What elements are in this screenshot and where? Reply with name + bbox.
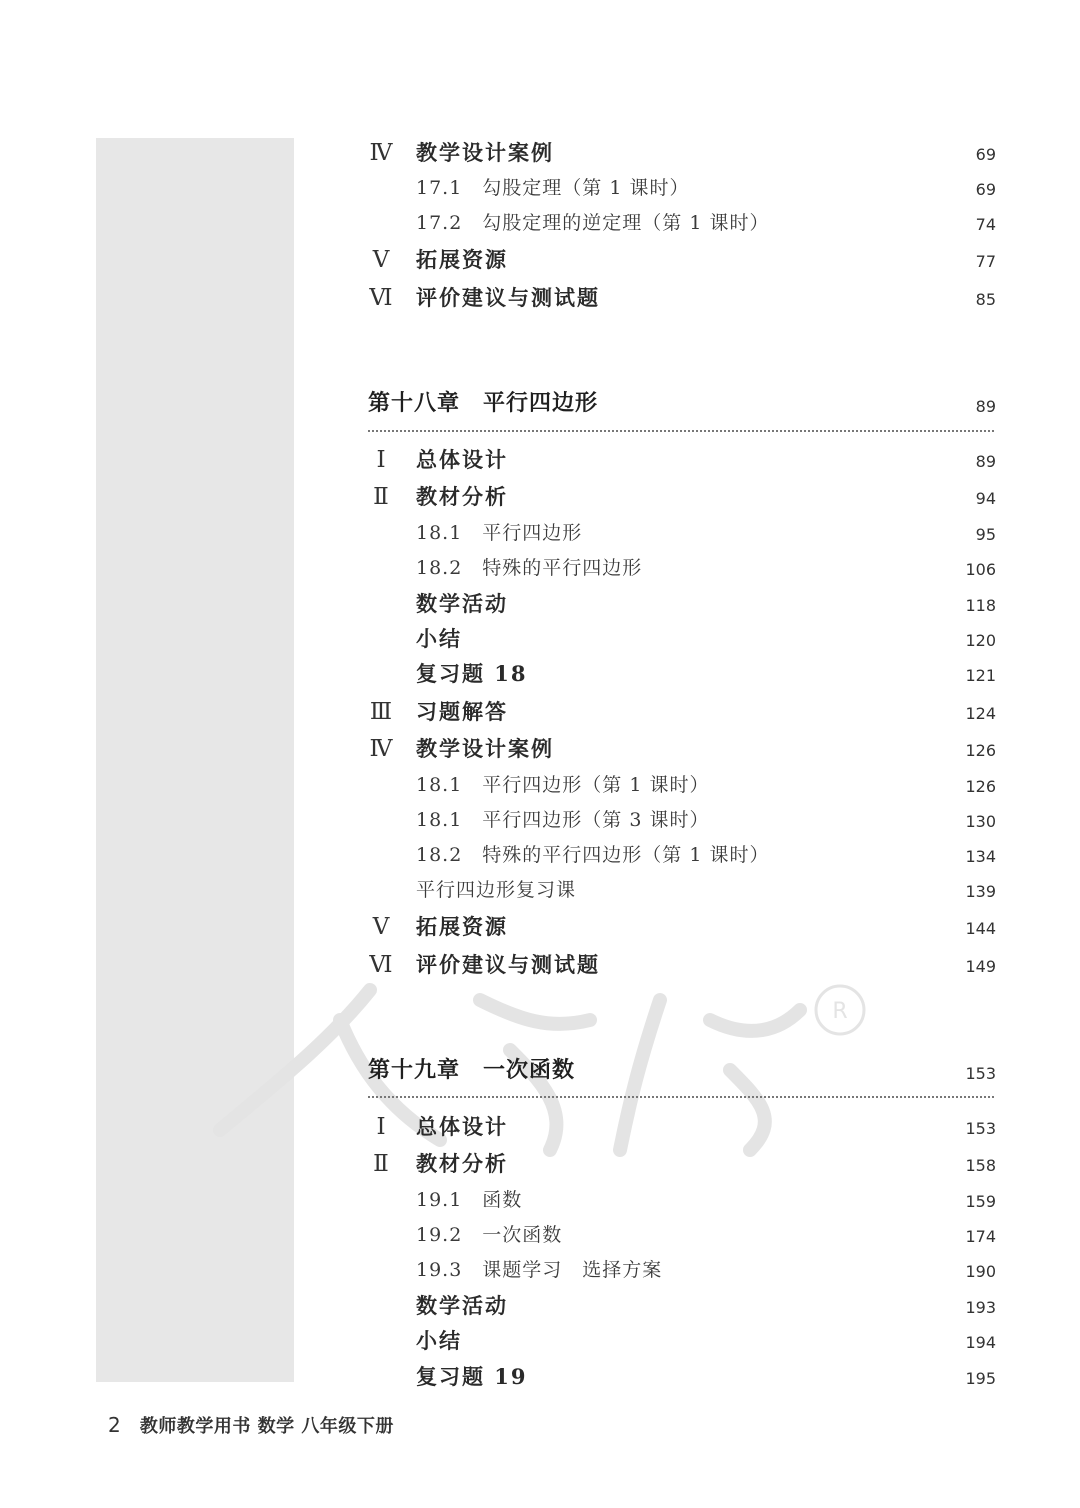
toc-entry[interactable] <box>368 173 996 203</box>
entry-title: 小结 <box>416 1328 462 1353</box>
section-numeral: Ⅰ <box>376 1114 386 1140</box>
page-ref: 159 <box>965 1192 996 1211</box>
entry-title: 总体设计 <box>416 1114 508 1139</box>
toc-entry[interactable] <box>368 482 996 512</box>
page-ref: 94 <box>975 489 996 508</box>
toc-chapter-heading[interactable] <box>368 383 996 423</box>
page-ref: 74 <box>975 215 996 234</box>
page-ref: 158 <box>965 1156 996 1175</box>
section-numeral: Ⅳ <box>369 140 393 166</box>
page-ref: 106 <box>965 560 996 579</box>
toc-entry[interactable] <box>368 245 996 275</box>
toc-entry[interactable] <box>368 840 996 870</box>
entry-title: 教学设计案例 <box>416 140 554 165</box>
toc-entry[interactable] <box>368 1326 996 1356</box>
entry-title: 17.1 勾股定理（第 1 课时） <box>416 177 690 199</box>
entry-title: 19.3 课题学习 选择方案 <box>416 1259 663 1281</box>
section-numeral: Ⅳ <box>369 736 393 762</box>
entry-title: 教材分析 <box>416 484 508 509</box>
page-ref: 153 <box>965 1119 996 1138</box>
toc-entry[interactable] <box>368 589 996 619</box>
entry-title: 18.1 平行四边形（第 3 课时） <box>416 809 710 831</box>
toc-entry[interactable] <box>368 805 996 835</box>
section-numeral: Ⅲ <box>369 699 393 725</box>
toc-entry[interactable] <box>368 208 996 238</box>
page-ref: 126 <box>965 777 996 796</box>
side-gray-panel <box>96 138 294 1382</box>
chapter-title: 第十八章 平行四边形 <box>368 390 599 416</box>
page-ref: 153 <box>965 1064 996 1083</box>
book-title: 教师教学用书 数学 八年级下册 <box>139 1416 394 1437</box>
entry-title: 评价建议与测试题 <box>416 285 600 310</box>
page-footer <box>108 1412 394 1442</box>
entry-title: 18.1 平行四边形 <box>416 522 583 544</box>
toc-entry[interactable] <box>368 518 996 548</box>
toc-entry[interactable] <box>368 138 996 168</box>
page-ref: 139 <box>965 882 996 901</box>
entry-title: 18.2 特殊的平行四边形（第 1 课时） <box>416 844 770 866</box>
chapter-title: 第十九章 一次函数 <box>368 1057 576 1083</box>
entry-title: 复习题 18 <box>416 661 528 686</box>
entry-title: 教材分析 <box>416 1151 508 1176</box>
entry-title: 数学活动 <box>416 1293 508 1318</box>
toc-entry[interactable] <box>368 283 996 313</box>
entry-title: 平行四边形复习课 <box>416 879 577 901</box>
page-ref: 149 <box>965 957 996 976</box>
page-ref: 194 <box>965 1333 996 1352</box>
page-ref: 95 <box>975 525 996 544</box>
svg-text:R: R <box>832 999 848 1024</box>
toc-entry[interactable] <box>368 553 996 583</box>
entry-title: 17.2 勾股定理的逆定理（第 1 课时） <box>416 212 770 234</box>
page-ref: 69 <box>975 180 996 199</box>
page-ref: 126 <box>965 741 996 760</box>
dotted-separator <box>368 1096 994 1098</box>
page-ref: 89 <box>975 397 996 416</box>
toc-entry[interactable] <box>368 1220 996 1250</box>
entry-title: 评价建议与测试题 <box>416 952 600 977</box>
toc-entry[interactable] <box>368 1291 996 1321</box>
entry-title: 总体设计 <box>416 447 508 472</box>
page-ref: 124 <box>965 704 996 723</box>
toc-entry[interactable] <box>368 1149 996 1179</box>
page-ref: 118 <box>965 596 996 615</box>
page-ref: 190 <box>965 1262 996 1281</box>
page-ref: 121 <box>965 666 996 685</box>
entry-title: 18.2 特殊的平行四边形 <box>416 557 643 579</box>
page-ref: 144 <box>965 919 996 938</box>
page-ref: 77 <box>975 252 996 271</box>
toc-entry[interactable] <box>368 624 996 654</box>
toc-entry[interactable] <box>368 734 996 764</box>
entry-title: 小结 <box>416 626 462 651</box>
page-ref: 195 <box>965 1369 996 1388</box>
entry-title: 18.1 平行四边形（第 1 课时） <box>416 774 710 796</box>
entry-title: 复习题 19 <box>416 1364 528 1389</box>
toc-entry[interactable] <box>368 1112 996 1142</box>
page-ref: 174 <box>965 1227 996 1246</box>
toc-entry[interactable] <box>368 912 996 942</box>
toc-entry[interactable] <box>368 1362 996 1392</box>
section-numeral: Ⅴ <box>372 247 390 273</box>
entry-title: 19.2 一次函数 <box>416 1224 563 1246</box>
page-number: 2 <box>108 1413 121 1437</box>
section-numeral: Ⅱ <box>373 484 389 510</box>
dotted-separator <box>368 430 994 432</box>
entry-title: 数学活动 <box>416 591 508 616</box>
entry-title: 19.1 函数 <box>416 1189 523 1211</box>
toc-entry[interactable] <box>368 950 996 980</box>
toc-chapter-heading[interactable] <box>368 1050 996 1090</box>
toc-entry[interactable] <box>368 445 996 475</box>
toc-entry[interactable] <box>368 659 996 689</box>
toc-entry[interactable] <box>368 875 996 905</box>
page-ref: 120 <box>965 631 996 650</box>
section-numeral: Ⅱ <box>373 1151 389 1177</box>
toc-entry[interactable] <box>368 1185 996 1215</box>
entry-title: 习题解答 <box>416 699 508 724</box>
page-ref: 89 <box>975 452 996 471</box>
page-ref: 130 <box>965 812 996 831</box>
section-numeral: Ⅴ <box>372 914 390 940</box>
toc-entry[interactable] <box>368 1255 996 1285</box>
page-ref: 69 <box>975 145 996 164</box>
entry-title: 教学设计案例 <box>416 736 554 761</box>
toc-entry[interactable] <box>368 697 996 727</box>
page-ref: 193 <box>965 1298 996 1317</box>
section-numeral: Ⅰ <box>376 447 386 473</box>
page-ref: 134 <box>965 847 996 866</box>
section-numeral: Ⅵ <box>369 952 393 978</box>
section-numeral: Ⅵ <box>369 285 393 311</box>
entry-title: 拓展资源 <box>416 914 508 939</box>
toc-entry[interactable] <box>368 770 996 800</box>
page-ref: 85 <box>975 290 996 309</box>
entry-title: 拓展资源 <box>416 247 508 272</box>
